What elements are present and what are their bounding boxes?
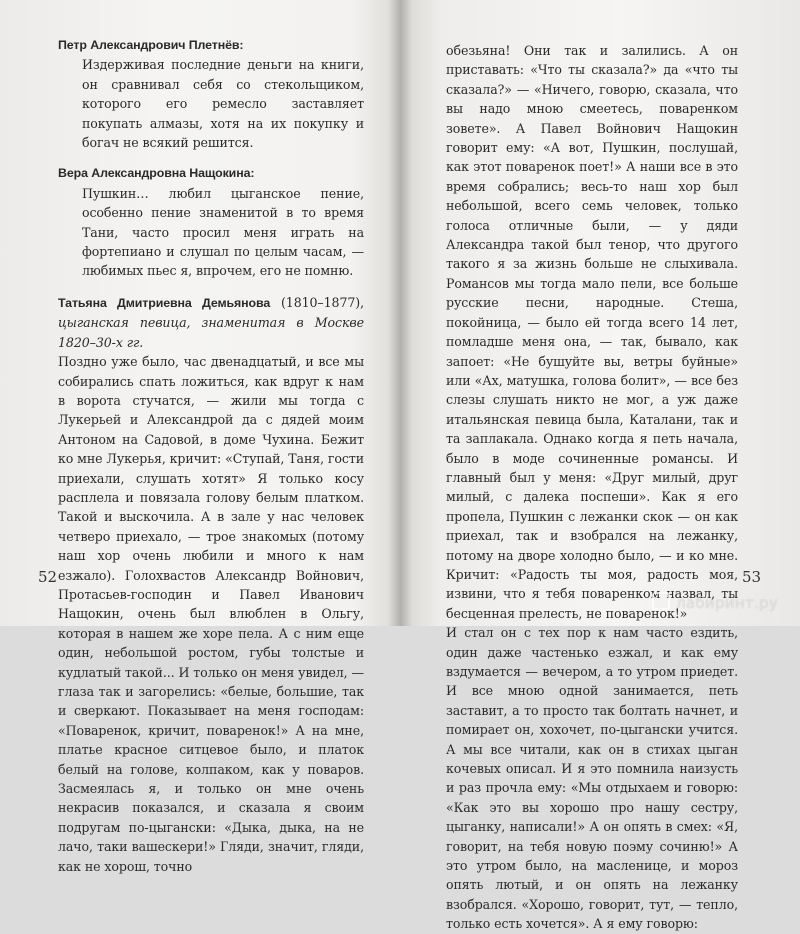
entry-name: Вера Александровна Нащокина: bbox=[58, 166, 255, 181]
entry-nashchokina bbox=[58, 164, 364, 280]
labirint-logo-icon bbox=[652, 592, 670, 610]
paragraph: И стал он с тех пор к нам часто ездить, один даже частенько езжал, и как ему вздумается — вечером, а то утром приедет. И все мною одной занимается, петь заставит, а то просто так болтать начнет, и помирает он, хохочет, по-цыгански учится. А мы все читали, как он в стихах цыган кочевых описал. И я это помнила наизусть и раз прочла ему: «Мы отдыхаем и говорю: «Как это вы хорошо про нашу сестру, цыганку, написали!» А он опять в смех: «Я, говорит, на тебя новую поэму сочиню!» А это утром было, на масленице, и мороз опять лютый, и он опять на лежанку взобрался. «Хорошо, говорит, тут, — тепло, только есть хочется». А я ему говорю: bbox=[446, 625, 738, 932]
entry-text: Поздно уже было, час двенадцатый, и все мы собирались спать ложиться, как вдруг к нам в ворота стучатся, — жили мы тогда с Лукерьей и Александрой да с дядей моим Антоном на Садовой, в доме Чухина. Бежит ко мне Лукерья, кричит: «Ступай, Таня, гости приехали, слушать хотят» Я только косу расплела и повязала голову белым платком. Такой и выскочила. А в зале у нас человек четверо приехало, — трое знакомых (потому наш хор очень любили и много к нам езжало). Голохвастов Александр Войнович, Протасьев-господин и Павел Иванович Нащокин, очень был влюблен в Ольгу, которая в нашем же хоре пела. А с ним еще один, небольшой ростом, губы толстые и кудлатый такой... И только он меня увидел, — глаза так и загорелись: «белые, большие, так и сверкают. Показывает на меня господам: «Поваренок, кричит, поваренок!» А на мне, платье красное ситцевое было, и платок белый на голове, колпаком, как у поваров. Засмеялась я, и только он мне очень некрасив показался, и сказала я своим подругам по-цыгански: «Дыка, дыка, на не лачо, таки вашескери!» Гляди, значит, гляди, как не хорош, точно bbox=[58, 354, 364, 874]
page-number: 53 bbox=[742, 568, 762, 586]
page-number: 52 bbox=[38, 568, 58, 586]
left-page-text bbox=[58, 36, 364, 888]
watermark: лабиринт.ру bbox=[676, 594, 779, 612]
entry-heading bbox=[58, 293, 364, 352]
paragraph: обезьяна! Они так и залились. А он приставать: «Что ты сказала?» да «что ты сказала?» — «Ничего, говорю, сказала, что вы надо мною смеетесь, поваренком зовете». А Павел Войнович Нащокин говорит ему: «А вот, Пушкин, послушай, как этот поваренок поет!» А наши все в это время собрались; весь-то наш хор был небольшой, всего семь человек, только голоса отличные были, — у дяди Александра такой был тенор, что другого такого я за жизнь больше не слыхивала. Романсов мы тогда мало пели, все больше русские песни, народные. Стеша, покойница, — было ей тогда всего 14 лет, помладше меня она, — так, бывало, как запоет: «Не бушуйте вы, ветры буйные» или «Ах, матушка, голова болит», — все без слезы слушать никто не мог, а уж даже итальянская певица была, Каталани, так и та заплакала. Однако когда я петь начала, было в моде сочиненные романсы. И главный был у меня: «Друг милый, друг милый, с далека поспеши». Как я его пропела, Пушкин с лежанки скок — он как приехал, так и взобрался на лежанку, потому на дворе холодно было, — и ко мне. Кричит: «Радость ты моя, радость моя, извини, что я тебя поваренком назвал, ты бесценная прелесть, не поваренок!» bbox=[446, 43, 738, 621]
book-gutter bbox=[388, 0, 412, 626]
entry-text: Пушкин… любил цыганское пение, особенно пение знаменитой в то время Тани, часто просил меня играть на фортепиано и слушал по целым часам, — любимых пьес я, впрочем, его не помню. bbox=[82, 185, 364, 279]
right-page-text bbox=[446, 41, 738, 934]
entry-name: Петр Александрович Плетнёв: bbox=[58, 38, 244, 52]
entry-text: Издерживая последние деньги на книги, он сравнивал себя со стекольщиком, которого его ремесло заставляет покупать алмазы, хотя на их покупку и богач не всякий решится. bbox=[82, 57, 364, 151]
left-page bbox=[0, 0, 400, 874]
entry-demyanova bbox=[58, 293, 364, 876]
entry-description: цыганская певица, знаменитая в Москве 1820–30-х гг. bbox=[58, 315, 364, 350]
entry-name: Татьяна Дмитриевна Демьянова bbox=[58, 295, 271, 310]
entry-years: (1810–1877), bbox=[280, 294, 364, 310]
entry-pletnev bbox=[58, 36, 364, 152]
